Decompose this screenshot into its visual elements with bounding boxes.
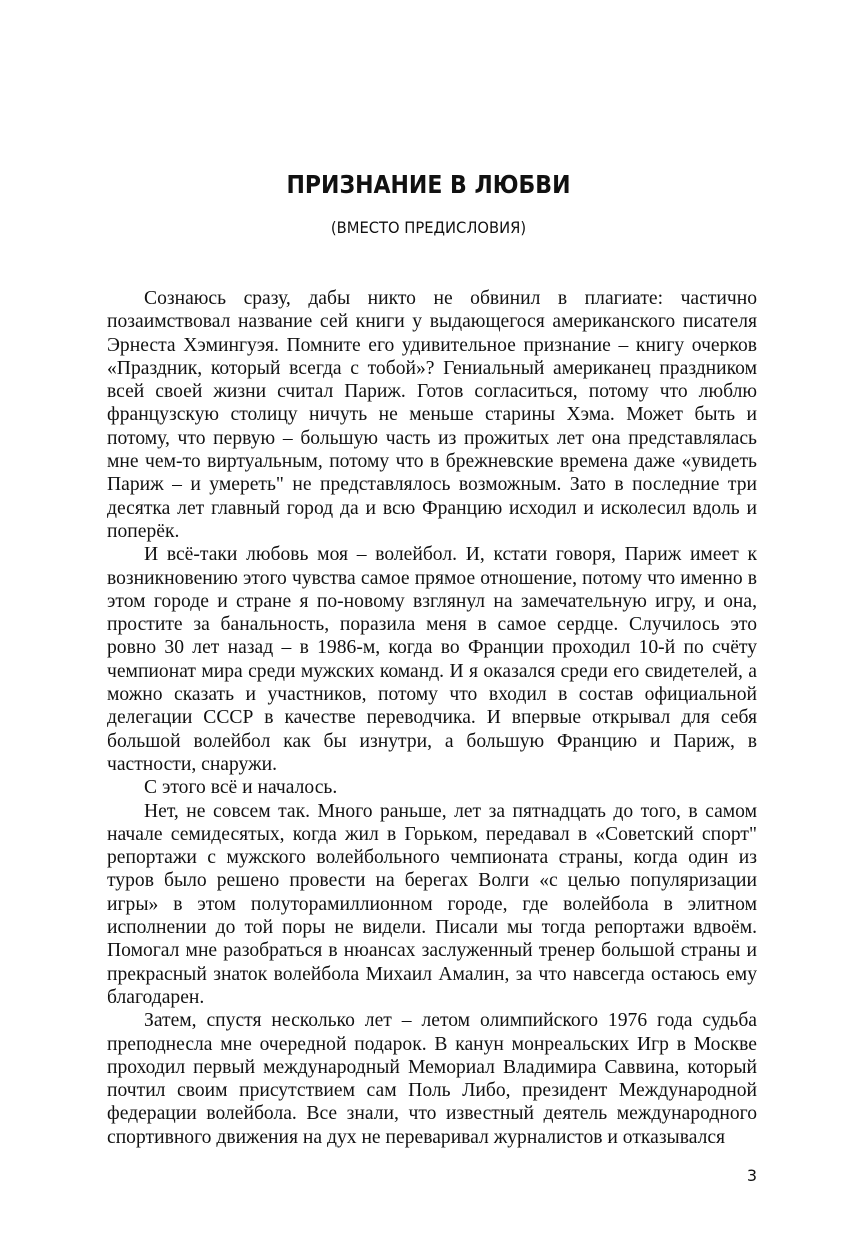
paragraph: Затем, спустя несколько лет – летом олимпийского 1976 года судьба преподнесла мне очередной подарок. В канун монреальских Игр в Москве проходил первый международный Мемориал Владимира Саввина, который почтил своим присутствием сам Поль Либо, президент Международной федерации волейбола. Все знали, что известный деятель международного спортивного движения на дух не переваривал журналистов и отказывался — [107, 1010, 757, 1148]
paragraph: И всё-таки любовь моя – волейбол. И, кстати говоря, Париж имеет к возникновению этого чувства самое прямое отношение, потому что именно в этом городе и стране я по-новому взглянул на замечательную игру, и она, простите за банальность, поразила меня в самое сердце. Случилось это ровно 30 лет назад – в 1986-м, когда во Франции проходил 10-й по счёту чемпионат мира среди мужских команд. И я оказался среди его свидетелей, а можно сказать и участников, потому что входил в состав официальной делегации СССР в качестве переводчика. И впервые открывал для себя большой волейбол как бы изнутри, а большую Францию и Париж, в частности, снаружи. — [107, 544, 757, 775]
page-number: 3 — [746, 1166, 757, 1185]
paragraph: Сознаюсь сразу, дабы никто не обвинил в плагиате: частично позаимствовал название сей книги у выдающегося американского писателя Эрнеста Хэмингуэя. Помните его удивительное признание – книгу очерков «Праздник, который всегда с тобой»? Гениальный американец праздником всей своей жизни считал Париж. Готов согласиться, потому что люблю французскую столицу ничуть не меньше старины Хэма. Может быть и потому, что первую – большую часть из прожитых лет она представлялась мне чем-то виртуальным, потому что в брежневские времена даже «увидеть Париж – и умереть" не представлялось возможным. Зато в последние три десятка лет главный город да и всю Францию исходил и исколесил вдоль и поперёк. — [107, 288, 757, 542]
chapter-title: ПРИЗНАНИЕ В ЛЮБВИ — [286, 170, 571, 199]
chapter-subtitle: (ВМЕСТО ПРЕДИСЛОВИЯ) — [330, 218, 527, 237]
paragraph: С этого всё и началось. — [144, 777, 338, 799]
paragraph: Нет, не совсем так. Много раньше, лет за пятнадцать до того, в самом начале семидесятых, когда жил в Горьком, передавал в «Советский спорт" репортажи с мужского волейбольного чемпионата страны, когда один из туров было решено провести на берегах Волги «с целью популяризации игры» в этом полуторамиллионном городе, где волейбола в элитном исполнении до той поры не видели. Писали мы тогда репортажи вдвоём. Помогал мне разобраться в нюансах заслуженный тренер большой страны и прекрасный знаток волейбола Михаил Амалин, за что навсегда остаюсь ему благодарен. — [107, 800, 757, 1008]
body-text — [107, 287, 757, 1149]
